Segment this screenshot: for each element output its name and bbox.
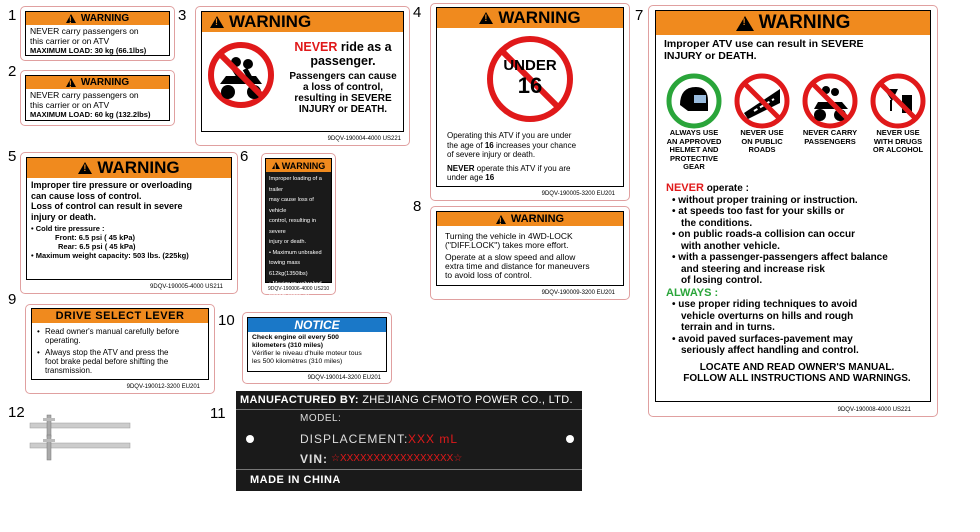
label3-code: 9DQV-190004-4000 US221	[327, 136, 401, 142]
label3-body-1: Passengers can cause	[289, 71, 397, 82]
icon2-caption-3: ROADS	[748, 145, 776, 154]
label5-body-1: Improper tire pressure or overloading	[31, 180, 193, 190]
callout-1: 1	[8, 7, 17, 24]
label4-p2-3: under age	[447, 173, 484, 182]
label6-line-2: may cause loss of vehicle	[269, 197, 314, 214]
warning-title: WARNING	[80, 77, 130, 88]
label2-line2: this carrier or on ATV	[30, 100, 110, 110]
label1-max-load: MAXIMUM LOAD: 30 kg (66.1lbs)	[30, 46, 147, 55]
warning-header	[27, 158, 231, 178]
label5-body-2: can cause loss of control.	[31, 190, 142, 201]
label9-code: 9DQV-190012-3200 EU201	[126, 384, 200, 390]
warning-triangle-icon	[210, 16, 224, 28]
icon3-caption-2: PASSENGERS	[804, 136, 856, 146]
warning-header	[437, 212, 623, 226]
no-drugs-alcohol-icon	[870, 73, 926, 129]
label6-line-1: Improper loading of a trailer	[269, 176, 322, 193]
label4-p1-2: the age of	[447, 140, 483, 150]
never-item-4: on public roads-a collision can occur	[678, 229, 855, 240]
label9-item1-2: operating.	[45, 336, 81, 345]
label9-item2-2: foot brake pedal before shifting the	[45, 357, 169, 366]
icon4-caption-2: WITH DRUGS	[873, 136, 923, 146]
label8-p2-3: to avoid loss of control.	[445, 270, 532, 280]
callout-12: 12	[8, 404, 25, 421]
label5-max-weight: Maximum weight capacity: 503 lbs. (225kg)	[35, 251, 189, 260]
label10-code: 9DQV-190014-3200 EU201	[307, 375, 381, 381]
warning-title: WARNING	[758, 12, 851, 33]
label-5: ! WARNING Improper tire pressure or overloading can cause loss of control. Loss of control can result in severe injury or death. • Cold tire pressure : Front: 6.5 psi ( 45 kPa) Rear: 6.5 psi ( 45 kPa) • Maximum weight capacity: 503 lbs. (225kg) 9DQV-190005-4000 US211	[20, 152, 238, 294]
label6-line-8: tongue mass 50 kg(110lbs)	[269, 291, 309, 308]
icon2-caption-2: ON PUBLIC	[741, 136, 783, 146]
label5-body-4: injury or death.	[31, 211, 97, 222]
label8-code: 9DQV-190009-3200 EU201	[541, 290, 615, 296]
label4-p1-3: 16	[484, 140, 494, 150]
label7-code: 9DQV-190008-4000 US221	[837, 407, 911, 413]
label5-rear: Rear: 6.5 psi ( 45 kPa)	[58, 242, 136, 251]
warning-title: WARNING	[498, 8, 581, 27]
always-item-5: seriously affect handling and control.	[681, 345, 859, 356]
callout-8: 8	[413, 198, 422, 215]
label2-max-load: MAXIMUM LOAD: 60 kg (132.2lbs)	[30, 110, 151, 119]
callout-3: 3	[178, 7, 187, 24]
warning-header	[656, 11, 930, 35]
label3-body-3: resulting in SEVERE	[294, 93, 392, 104]
label-2	[20, 70, 175, 126]
icon2-caption-1: NEVER USE	[740, 128, 784, 137]
nameplate-vin-value: ☆XXXXXXXXXXXXXXXXX☆	[331, 453, 463, 464]
label5-code: 9DQV-190005-4000 US211	[150, 284, 223, 290]
label7-footer-2: FOLLOW ALL INSTRUCTIONS AND WARNINGS.	[683, 373, 911, 384]
nameplate-vin-label: VIN:	[300, 452, 328, 466]
label-3	[195, 6, 410, 146]
warning-triangle-icon	[496, 215, 506, 224]
label-11-nameplate	[236, 391, 582, 491]
icon4-caption-3: OR ALCOHOL	[872, 145, 924, 154]
notice-header	[248, 318, 386, 332]
label-9: DRIVE SELECT LEVER • Read owner's manual carefully before operating. • Always stop the ATV and press the foot brake pedal before shifting the transmission. 9DQV-190012-3200 EU201	[25, 304, 215, 394]
no-passengers-icon	[206, 40, 276, 110]
callout-10: 10	[218, 312, 235, 329]
rivet-fasteners-icon	[25, 410, 135, 470]
label4-p2-4: 16	[485, 173, 495, 182]
no-public-roads-icon	[734, 73, 790, 129]
label6-line-6: towing mass 612kg(1350lbs)	[269, 260, 308, 277]
label5-front: Front: 6.5 psi ( 45 kPa)	[55, 233, 136, 242]
icon1-caption-3: HELMET AND	[669, 145, 719, 154]
warning-title: WARNING	[80, 13, 130, 24]
never-item-1: without proper training or instruction.	[678, 194, 858, 206]
label3-ride: ride as a	[340, 40, 392, 54]
label3-never: NEVER	[294, 40, 338, 54]
label9-title: DRIVE SELECT LEVER	[55, 310, 185, 322]
warning-header	[266, 159, 331, 172]
nameplate-made-in: MADE IN CHINA	[250, 474, 341, 486]
label3-passenger: passenger.	[310, 54, 376, 68]
label10-title: NOTICE	[294, 318, 340, 332]
warning-triangle-icon	[479, 12, 493, 24]
callout-9: 9	[8, 291, 17, 308]
icon1-caption-1: ALWAYS USE	[669, 128, 719, 137]
label8-p2-1: Operate at a slow speed and allow	[445, 252, 576, 262]
always-item-3: terrain and in turns.	[681, 322, 775, 333]
label1-line1: NEVER carry passengers on	[30, 26, 139, 36]
callout-6: 6	[240, 148, 249, 165]
label10-en-1: Check engine oil every 500	[252, 334, 339, 341]
never-item-6: with a passenger-passengers affect balance	[678, 252, 888, 263]
label9-item1-1: Read owner's manual carefully before	[45, 327, 180, 336]
always-item-1: use proper riding techniques to avoid	[678, 299, 858, 310]
label-4	[430, 3, 630, 201]
label7-always: ALWAYS :	[666, 286, 719, 299]
nameplate-manufactured-by: MANUFACTURED BY:	[240, 394, 359, 406]
nameplate-displacement-label: DISPLACEMENT:	[300, 432, 409, 446]
warning-title: WARNING	[510, 213, 565, 225]
label4-under: UNDER	[503, 57, 557, 74]
label9-item2-3: transmission.	[45, 366, 93, 375]
warning-title: WARNING	[229, 12, 312, 31]
label1-line2: this carrier or on ATV	[30, 36, 110, 46]
always-item-4: avoid paved surfaces-pavement may	[678, 333, 853, 345]
icon4-caption-1: NEVER USE	[876, 128, 920, 137]
label6-line-5: • Maximum unbraked	[269, 249, 322, 256]
label5-cold: Cold tire pressure :	[35, 224, 105, 233]
callout-7: 7	[635, 7, 644, 24]
label4-code: 9DQV-190005-3200 EU201	[541, 191, 615, 197]
warning-triangle-icon	[66, 78, 76, 87]
callout-4: 4	[413, 4, 422, 21]
warning-header	[26, 12, 169, 25]
label7-intro-1: Improper ATV use can result in SEVERE	[664, 38, 864, 50]
label8-p1-1: Turning the vehicle in 4WD-LOCK	[445, 231, 573, 241]
warning-header	[437, 8, 623, 28]
label3-body-4: INJURY or DEATH.	[298, 104, 388, 115]
never-item-3: the conditions.	[681, 217, 753, 229]
icon1-caption-2: AN APPROVED	[666, 136, 722, 146]
callout-11: 11	[210, 405, 226, 422]
warning-header	[26, 76, 169, 89]
callout-2: 2	[8, 63, 17, 80]
rivet-hole-left	[246, 435, 254, 443]
label-8	[430, 206, 630, 300]
nameplate-maker: ZHEJIANG CFMOTO POWER CO., LTD.	[362, 394, 573, 406]
label7-never: NEVER	[666, 182, 704, 194]
label6-line-4: injury or death.	[269, 239, 307, 245]
label4-p1-4: increases your chance	[495, 140, 577, 150]
never-item-2: at speeds too fast for your skills or	[678, 206, 845, 217]
warning-triangle-icon	[66, 14, 76, 23]
label8-p1-2: ("DIFF.LOCK") takes more effort.	[445, 240, 569, 250]
label6-code: 9DQV-190006-4000 US210	[268, 286, 330, 292]
drive-select-header	[32, 309, 208, 323]
warning-title: WARNING	[281, 160, 326, 171]
warning-header	[202, 12, 403, 32]
label4-p2-1: NEVER	[447, 163, 475, 173]
label5-body-3: Loss of control can result in severe	[31, 201, 183, 211]
never-item-7: and steering and increase risk	[681, 263, 825, 275]
helmet-icon	[666, 73, 722, 129]
label-10	[242, 312, 392, 384]
label4-age: 16	[517, 73, 543, 98]
label4-p1-1: Operating this ATV if you are under	[447, 131, 572, 140]
never-item-5: with another vehicle.	[681, 240, 780, 252]
label6-line-7: • Maximum unbraked	[269, 281, 322, 287]
nameplate-model-label: MODEL:	[300, 413, 342, 424]
label2-line1: NEVER carry passengers on	[30, 90, 139, 100]
label8-p2-2: extra time and distance for maneuvers	[445, 261, 590, 271]
no-passengers-icon	[802, 73, 858, 129]
warning-title: WARNING	[97, 158, 180, 177]
label4-p2-2: operate this ATV if you are	[476, 163, 571, 173]
warning-triangle-icon	[78, 162, 92, 174]
label10-fr-2: les 500 kilomètres (310 miles)	[252, 358, 343, 365]
icon3-caption-1: NEVER CARRY	[802, 128, 858, 137]
label-1	[20, 6, 175, 61]
never-item-8: of losing control.	[681, 275, 763, 286]
nameplate-displacement-value: XXX mL	[408, 432, 459, 446]
callout-5: 5	[8, 148, 17, 165]
label7-operate: operate :	[706, 183, 749, 194]
rivet-hole-right	[566, 435, 574, 443]
label9-item2-1: Always stop the ATV and press the	[45, 348, 169, 357]
label7-intro-2: INJURY or DEATH.	[664, 49, 757, 62]
label-6	[261, 153, 336, 308]
label7-footer-1: LOCATE AND READ OWNER'S MANUAL.	[699, 361, 895, 373]
always-item-2: vehicle overturns on hills and rough	[681, 310, 854, 322]
icon1-caption-4: PROTECTIVE	[670, 153, 718, 163]
icon1-caption-5: GEAR	[683, 162, 705, 171]
warning-triangle-icon	[272, 162, 280, 169]
label-7: ! WARNING Improper ATV use can result in SEVERE INJURY or DEATH. ALWAYS USE AN APPROVED HELMET AND PROTECTIVE GEAR NEVER USE ON PUBLIC ROADS NEVER CARRY PASSENGERS NEVER USE WITH DRUGS OR ALCOHOL NEVER operate : • without proper training or instruction. • at speeds too fast for your skills or the conditions. • on public roads-a collision can occur with another vehicle. • with a passenger-passengers affect balance and steering and increase risk of losing control. ALWAYS : • use proper riding techniques to avoid vehicle overturns on hills and rough terrain and in turns. • avoid paved surfaces-pavement may seriously affect handling and control. LOCATE AND READ OWNER'S MANUAL. FOLLOW ALL INSTRUCTIONS AND WARNINGS. 9DQV-190008-4000 US221	[648, 5, 938, 417]
label6-line-3: control, resulting in severe	[269, 218, 316, 235]
warning-triangle-icon	[736, 16, 754, 31]
label4-p1-5: of severe injury or death.	[447, 150, 536, 159]
label10-en-2: kilometers (310 miles)	[252, 342, 324, 349]
label3-body-2: a loss of control,	[302, 82, 383, 93]
label10-fr-1: Vérifier le niveau d'huile moteur tous	[252, 350, 362, 357]
